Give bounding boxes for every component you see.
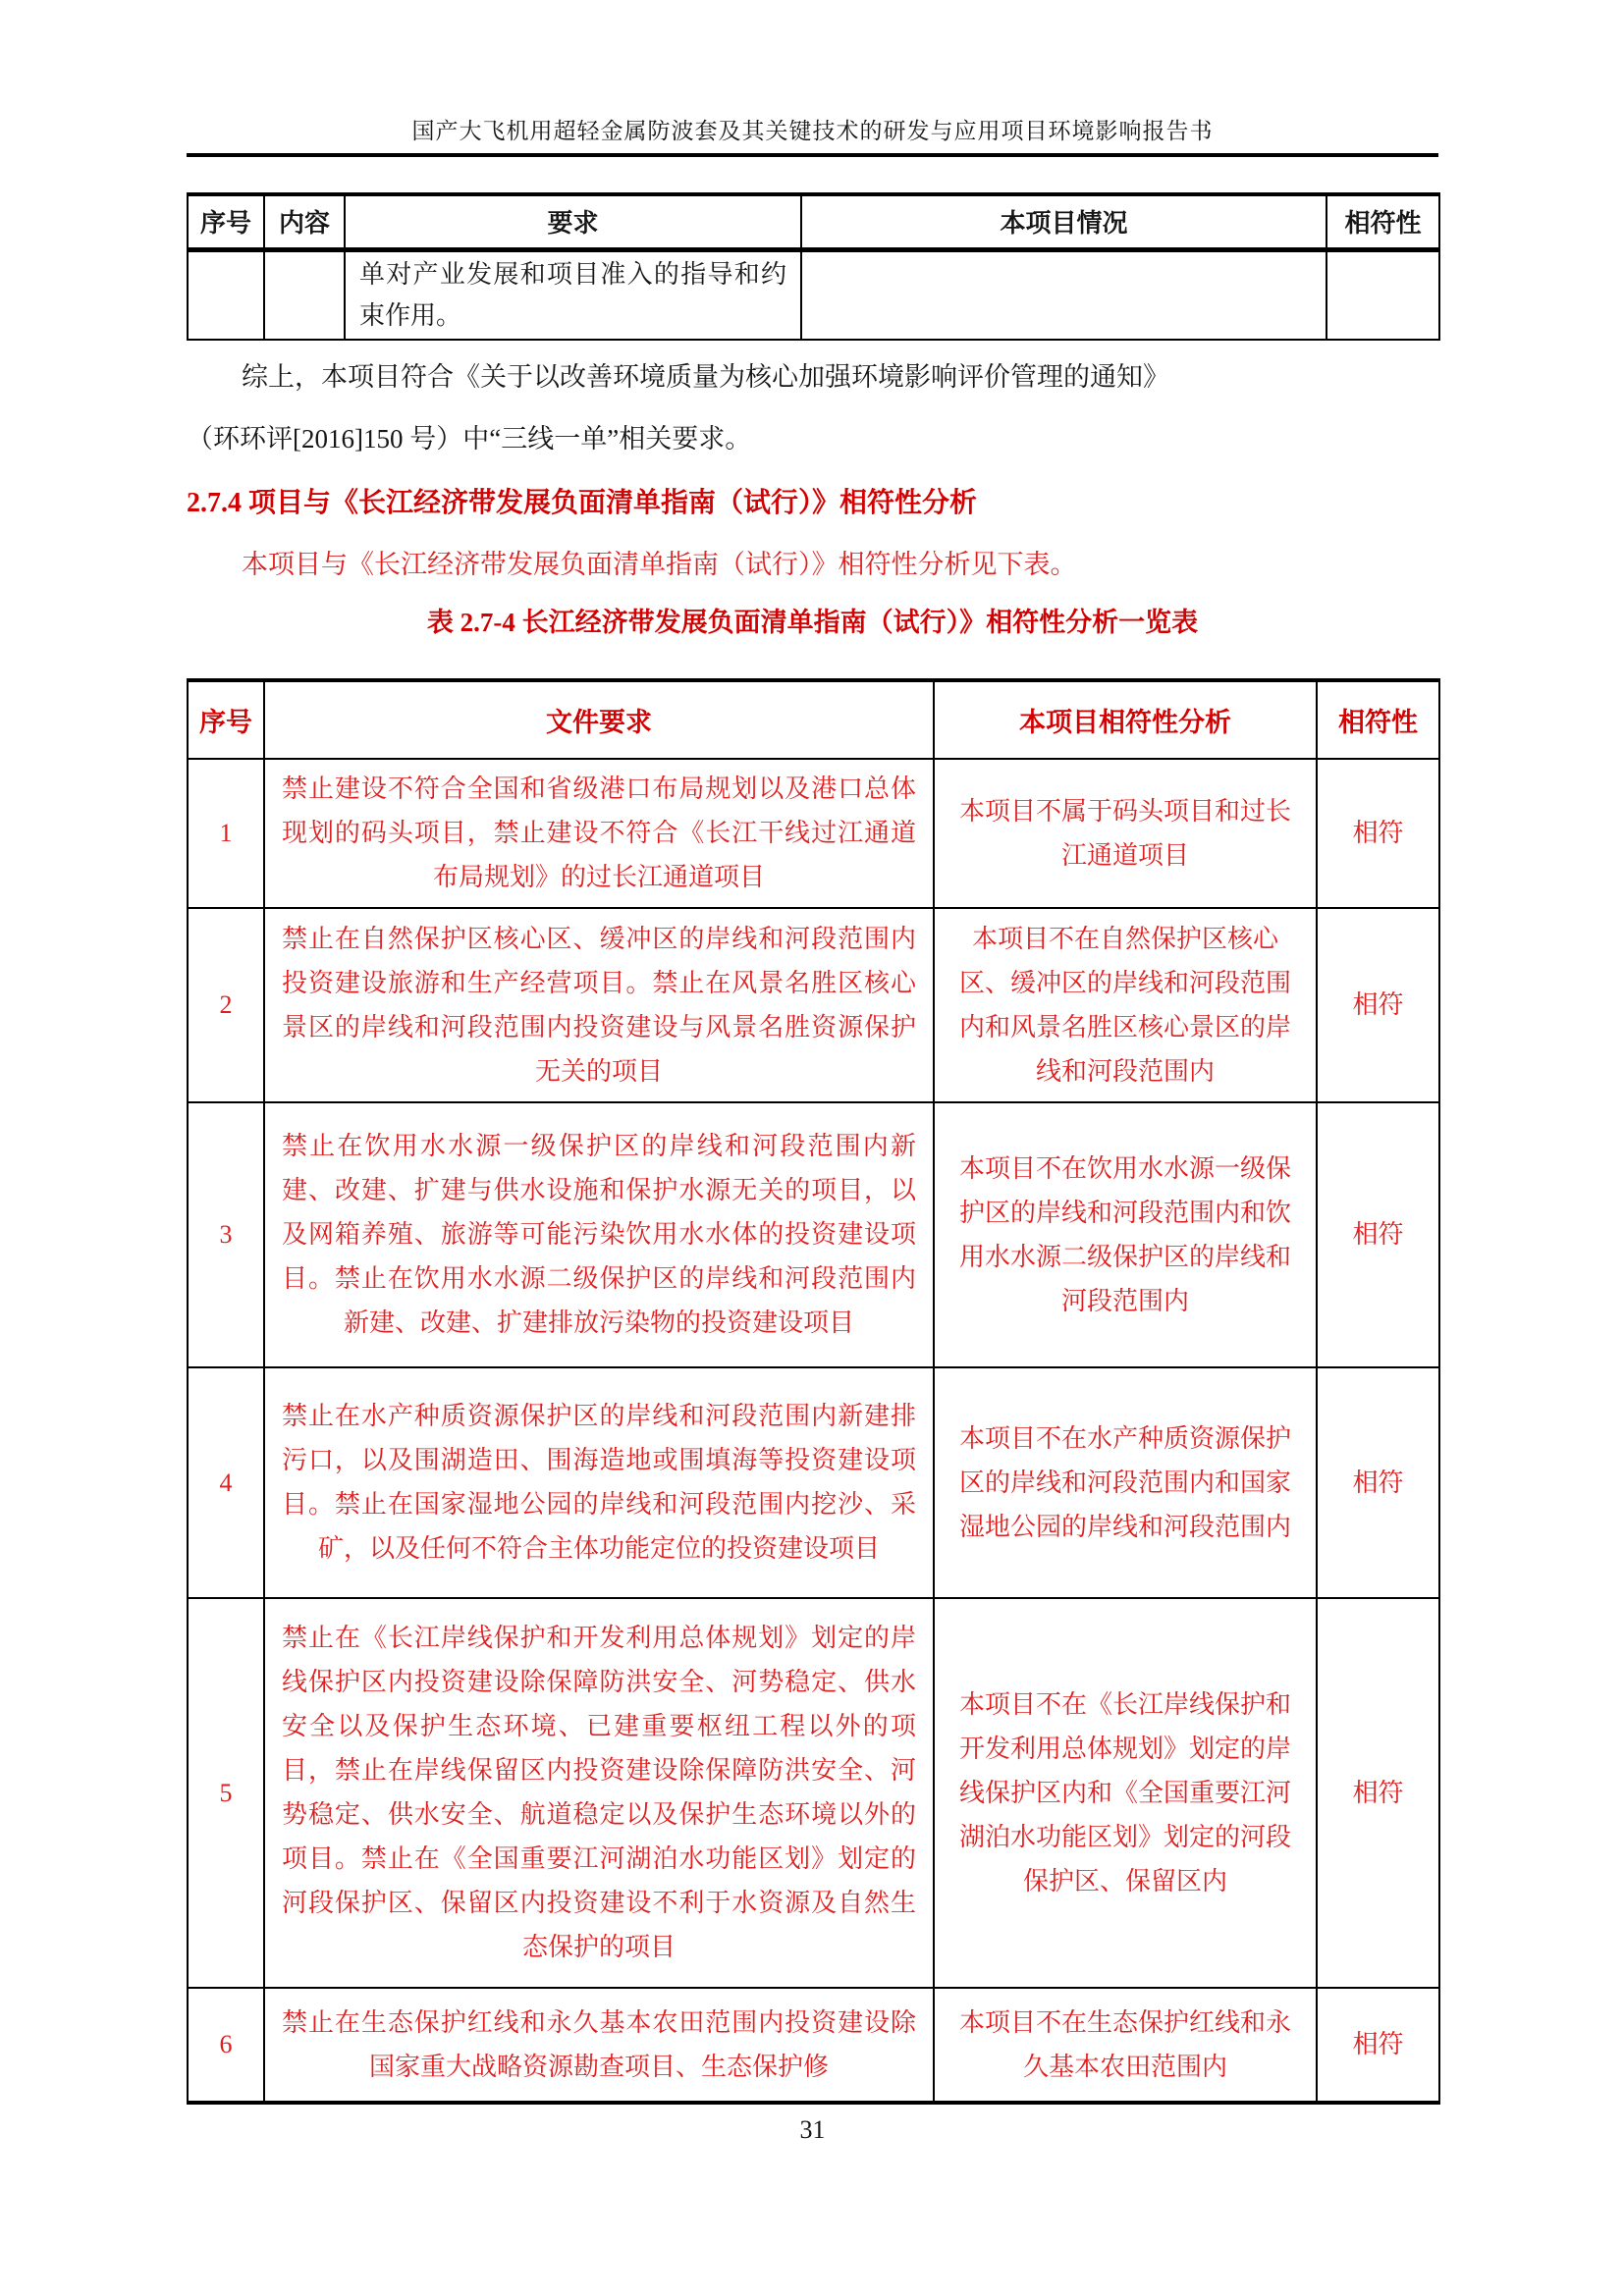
analysis-cell: 本项目不在水产种质资源保护区的岸线和河段范围内和国家湿地公园的岸线和河段范围内 [934, 1367, 1317, 1598]
summary-line-2: （环环评[2016]150 号）中“三线一单”相关要求。 [187, 423, 752, 454]
analysis-cell: 本项目不属于码头项目和过长江通道项目 [934, 759, 1317, 908]
intro-paragraph: 本项目与《长江经济带发展负面清单指南（试行）》相符性分析见下表。 [242, 549, 1077, 579]
header-cell-content: 内容 [264, 194, 345, 249]
header-cell-requirement: 文件要求 [264, 680, 934, 759]
table-row [188, 249, 1439, 340]
table-row [188, 1988, 1439, 2103]
section-heading: 2.7.4 项目与《长江经济带发展负面清单指南（试行）》相符性分析 [187, 487, 978, 518]
summary-line-1: 综上，本项目符合《关于以改善环境质量为核心加强环境影响评价管理的通知》 [242, 361, 1169, 392]
row-number: 5 [188, 1598, 264, 1988]
table-row [188, 759, 1439, 908]
analysis-cell: 本项目不在饮用水水源一级保护区的岸线和河段范围内和饮用水水源二级保护区的岸线和河段范围内 [934, 1102, 1317, 1367]
table-row [188, 1598, 1439, 1988]
analysis-cell: 本项目不在生态保护红线和永久基本农田范围内 [934, 1988, 1317, 2103]
conformity-cell: 相符 [1317, 1367, 1439, 1598]
header-cell-conformity: 相符性 [1326, 194, 1439, 249]
header-cell-requirement: 要求 [345, 194, 801, 249]
row-number: 4 [188, 1367, 264, 1598]
conformity-cell: 相符 [1317, 759, 1439, 908]
page-number: 31 [799, 2114, 826, 2144]
table-header-row [188, 194, 1439, 249]
requirement-cell: 禁止在自然保护区核心区、缓冲区的岸线和河段范围内投资建设旅游和生产经营项目。禁止在风景名胜区核心景区的岸线和河段范围内投资建设与风景名胜资源保护无关的项目 [264, 908, 934, 1102]
analysis-cell: 本项目不在《长江岸线保护和开发利用总体规划》划定的岸线保护区内和《全国重要江河湖泊水功能区划》划定的河段保护区、保留区内 [934, 1598, 1317, 1988]
requirement-cell: 禁止在水产种质资源保护区的岸线和河段范围内新建排污口，以及围湖造田、围海造地或围填海等投资建设项目。禁止在国家湿地公园的岸线和河段范围内挖沙、采矿，以及任何不符合主体功能定位的投资建设项目 [264, 1367, 934, 1598]
no-cell [188, 249, 264, 340]
header-cell-situation: 本项目情况 [801, 194, 1326, 249]
row-number: 3 [188, 1102, 264, 1367]
header-rule [187, 153, 1438, 157]
conformity-cell: 相符 [1317, 1988, 1439, 2103]
requirement-cell: 单对产业发展和项目准入的指导和约束作用。 [345, 249, 801, 340]
carryover-table [187, 192, 1440, 341]
table-row [188, 1367, 1439, 1598]
requirement-cell: 禁止在《长江岸线保护和开发利用总体规划》划定的岸线保护区内投资建设除保障防洪安全、河势稳定、供水安全以及保护生态环境、已建重要枢纽工程以外的项目，禁止在岸线保留区内投资建设除保障防洪安全、河势稳定、供水安全、航道稳定以及保护生态环境以外的项目。禁止在《全国重要江河湖泊水功能区划》划定的河段保护区、保留区内投资建设不利于水资源及自然生态保护的项目 [264, 1598, 934, 1988]
situation-cell [801, 249, 1326, 340]
requirement-cell: 禁止在生态保护红线和永久基本农田范围内投资建设除国家重大战略资源勘查项目、生态保护修 [264, 1988, 934, 2103]
content-cell [264, 249, 345, 340]
table-header-row [188, 680, 1439, 759]
requirement-cell: 禁止在饮用水水源一级保护区的岸线和河段范围内新建、改建、扩建与供水设施和保护水源无关的项目，以及网箱养殖、旅游等可能污染饮用水水体的投资建设项目。禁止在饮用水水源二级保护区的岸线和河段范围内新建、改建、扩建排放污染物的投资建设项目 [264, 1102, 934, 1367]
row-number: 2 [188, 908, 264, 1102]
conformity-cell: 相符 [1317, 1598, 1439, 1988]
header-cell-no: 序号 [188, 194, 264, 249]
summary-paragraph [187, 347, 1438, 470]
row-number: 1 [188, 759, 264, 908]
requirement-cell: 禁止建设不符合全国和省级港口布局规划以及港口总体现划的码头项目，禁止建设不符合《长江干线过江通道布局规划》的过长江通道项目 [264, 759, 934, 908]
conformity-cell: 相符 [1317, 908, 1439, 1102]
conformity-cell: 相符 [1317, 1102, 1439, 1367]
table-row [188, 1102, 1439, 1367]
table-row [188, 908, 1439, 1102]
row-number: 6 [188, 1988, 264, 2103]
header-cell-analysis: 本项目相符性分析 [934, 680, 1317, 759]
header-cell-conformity: 相符性 [1317, 680, 1439, 759]
document-header-title: 国产大飞机用超轻金属防波套及其关键技术的研发与应用项目环境影响报告书 [411, 119, 1214, 143]
analysis-cell: 本项目不在自然保护区核心区、缓冲区的岸线和河段范围内和风景名胜区核心景区的岸线和河段范围内 [934, 908, 1317, 1102]
conformity-cell [1326, 249, 1439, 340]
table-caption: 表 2.7-4 长江经济带发展负面清单指南（试行）》相符性分析一览表 [426, 607, 1199, 637]
compliance-table [187, 678, 1440, 2105]
header-cell-no: 序号 [188, 680, 264, 759]
